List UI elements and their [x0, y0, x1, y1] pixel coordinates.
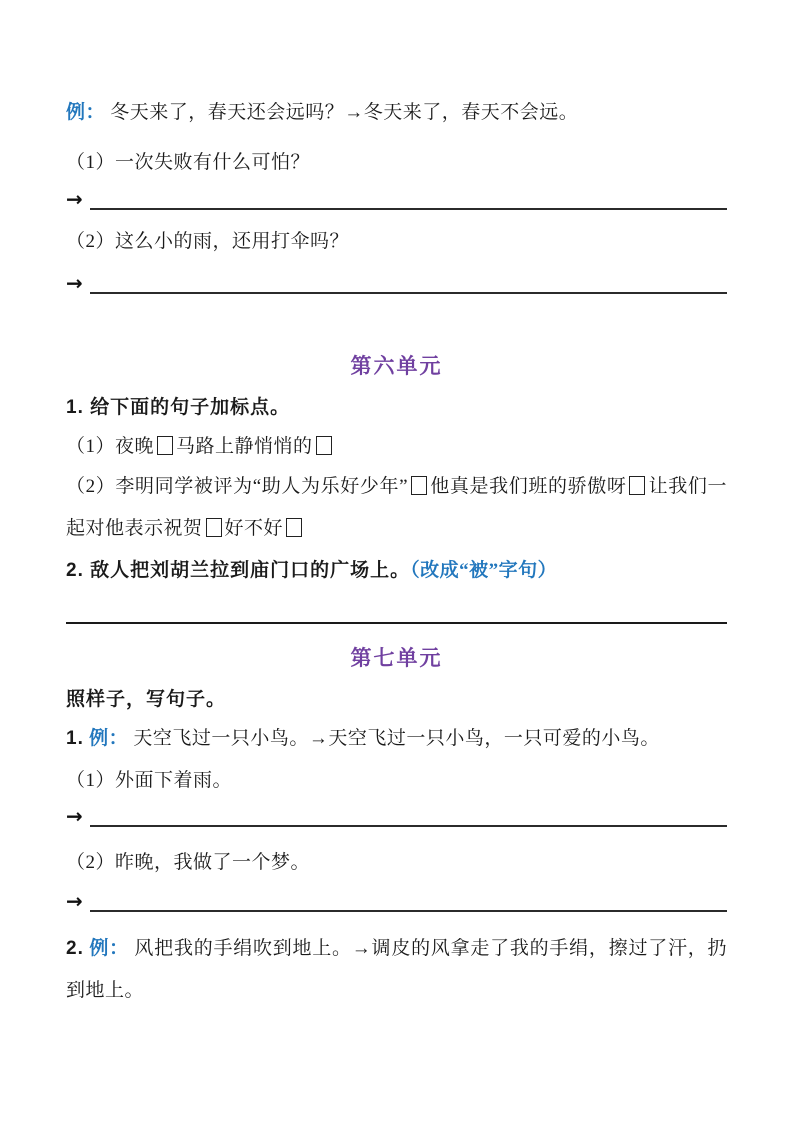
unit7-ex1-number: 1. — [66, 728, 84, 749]
punctuation-box[interactable] — [316, 436, 332, 455]
example-text: 冬天来了，春天还会远吗？→冬天来了，春天不会远。 — [110, 102, 579, 123]
unit6-task2-label: 2. 敌人把刘胡兰拉到庙门口的广场上。 — [66, 560, 411, 581]
unit7-title: 第七单元 — [350, 647, 443, 670]
answer-line[interactable] — [90, 184, 727, 210]
answer-line[interactable] — [90, 268, 727, 294]
unit6-item2-text: （2）李明同学被评为“助人为乐好少年” — [66, 476, 409, 497]
unit7-ex1-text: 天空飞过一只小鸟。→天空飞过一只小鸟，一只可爱的小鸟。 — [133, 728, 660, 749]
unit7-instruction: 照样子，写句子。 — [66, 689, 227, 710]
answer-row-4 — [66, 886, 727, 912]
punctuation-box[interactable] — [629, 476, 645, 495]
answer-row-2 — [66, 268, 727, 294]
question-2: （2）这么小的雨，还用打伞吗？ — [66, 231, 350, 252]
unit7-example-1 — [66, 726, 727, 752]
unit6-item1-text: 马路上静悄悄的 — [176, 436, 313, 457]
punctuation-box[interactable] — [286, 518, 302, 537]
unit6-item1 — [66, 434, 727, 460]
unit6-item2-text: 他真是我们班的骄傲呀 — [430, 476, 627, 497]
punctuation-box[interactable] — [157, 436, 173, 455]
unit7-ex2-text: 风把我的手绢吹到地上。→调皮的风拿走了我的手绢，擦过了汗，扔到地上。 — [66, 938, 727, 1001]
example-label: 例： — [66, 102, 106, 123]
question-1: （1）一次失败有什么可怕？ — [66, 152, 311, 173]
answer-row-3 — [66, 801, 727, 827]
unit6-task2 — [66, 558, 727, 584]
unit7-item1: （1）外面下着雨。 — [66, 770, 233, 791]
unit7-example-2 — [66, 928, 727, 1012]
unit6-item2 — [66, 466, 727, 550]
unit6-task1-label: 1. 给下面的句子加标点。 — [66, 397, 291, 418]
arrow-icon: → — [66, 889, 83, 913]
punctuation-box[interactable] — [411, 476, 427, 495]
unit7-ex2-number: 2. — [66, 938, 84, 959]
section-divider — [66, 622, 727, 624]
arrow-icon: → — [66, 804, 83, 828]
unit7-item2: （2）昨晚，我做了一个梦。 — [66, 852, 311, 873]
arrow-icon: → — [66, 187, 83, 211]
answer-row-1 — [66, 184, 727, 210]
unit6-title: 第六单元 — [350, 355, 443, 378]
unit6-item2-text: 好不好 — [224, 518, 284, 539]
example-label: 例： — [89, 728, 129, 749]
example-label: 例： — [89, 938, 129, 959]
unit6-task2-note: （改成“被”字句） — [410, 560, 558, 581]
answer-line[interactable] — [90, 886, 727, 912]
arrow-icon: → — [66, 271, 83, 295]
punctuation-box[interactable] — [206, 518, 222, 537]
answer-line[interactable] — [90, 801, 727, 827]
example-sentence-top — [66, 100, 727, 126]
unit6-item1-text: （1）夜晚 — [66, 436, 155, 457]
unit6-item2-text: 让我们一起对他表示祝贺 — [66, 476, 727, 539]
